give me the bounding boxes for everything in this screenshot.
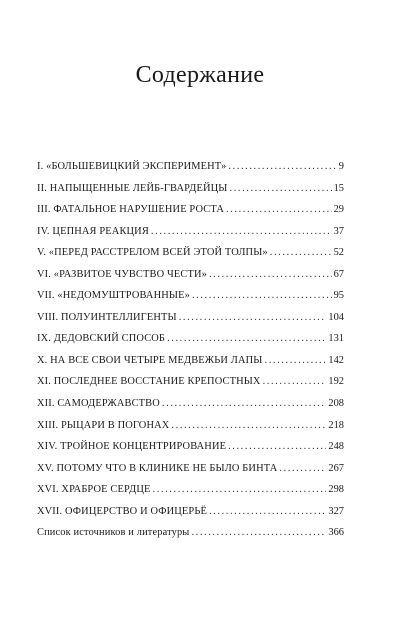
toc-entry-page: 366 — [328, 527, 344, 539]
dot-leader — [162, 398, 326, 409]
toc-entry-title: V. «ПЕРЕД РАССТРЕЛОМ ВСЕЙ ЭТОЙ ТОЛПЫ» — [37, 247, 268, 259]
toc-entry-title: Список источников и литературы — [37, 527, 190, 539]
toc-entry — [37, 506, 344, 528]
toc-entry-title: XIII. РЫЦАРИ В ПОГОНАХ — [37, 419, 170, 431]
toc-entry-title: III. ФАТАЛЬНОЕ НАРУШЕНИЕ РОСТА — [37, 204, 224, 216]
toc-entry — [37, 441, 344, 463]
toc-entry — [37, 183, 344, 205]
dot-leader — [209, 269, 332, 280]
dot-leader — [179, 312, 327, 323]
toc-entry-page: 95 — [333, 290, 344, 302]
dot-leader — [153, 484, 327, 495]
toc-entry-page: 67 — [333, 268, 344, 280]
page-title: Содержание — [135, 62, 265, 88]
toc-entry — [37, 355, 344, 377]
dot-leader — [191, 527, 326, 538]
toc-entry — [37, 312, 344, 334]
toc-entry — [37, 290, 344, 312]
toc-entry-title: II. НАПЫЩЕННЫЕ ЛЕЙБ-ГВАРДЕЙЦЫ — [37, 182, 228, 194]
dot-leader — [279, 463, 326, 474]
toc-entry-page: 104 — [328, 311, 344, 323]
toc-entry-title: XV. ПОТОМУ ЧТО В КЛИНИКЕ НЕ БЫЛО БИНТА — [37, 462, 278, 474]
toc-entry — [37, 269, 344, 291]
table-of-contents — [37, 161, 344, 549]
toc-entry-page: 298 — [328, 484, 344, 496]
toc-entry-title: XI. ПОСЛЕДНЕЕ ВОССТАНИЕ КРЕПОСТНЫХ — [37, 376, 261, 388]
toc-entry-page: 37 — [333, 225, 344, 237]
toc-entry — [37, 161, 344, 183]
toc-entry — [37, 484, 344, 506]
toc-entry-title: I. «БОЛЬШЕВИЦКИЙ ЭКСПЕРИМЕНТ» — [37, 161, 227, 172]
dot-leader — [230, 183, 332, 194]
toc-entry — [37, 420, 344, 442]
toc-entry — [37, 527, 344, 549]
toc-entry-title: VIII. ПОЛУИНТЕЛЛИГЕНТЫ — [37, 311, 177, 323]
toc-entry-page: 248 — [328, 441, 344, 453]
dot-leader — [270, 247, 332, 258]
toc-entry-page: 327 — [328, 505, 344, 517]
toc-entry-title: XVII. ОФИЦЕРСТВО И ОФИЦЕРЬЁ — [37, 505, 207, 517]
toc-entry-page: 52 — [333, 247, 344, 259]
toc-entry-title: X. НА ВСЕ СВОИ ЧЕТЫРЕ МЕДВЕЖЬИ ЛАПЫ — [37, 354, 263, 366]
toc-entry — [37, 247, 344, 269]
toc-entry-title: XIV. ТРОЙНОЕ КОНЦЕНТРИРОВАНИЕ — [37, 441, 227, 453]
toc-entry — [37, 398, 344, 420]
dot-leader — [209, 506, 326, 517]
toc-entry-title: XII. САМОДЕРЖАВСТВО — [37, 398, 160, 410]
toc-entry-title: IV. ЦЕПНАЯ РЕАКЦИЯ — [37, 225, 149, 237]
toc-entry-title: IX. ДЕДОВСКИЙ СПОСОБ — [37, 333, 166, 345]
toc-entry-page: 267 — [328, 462, 344, 474]
toc-entry-title: VI. «РАЗВИТОЕ ЧУВСТВО ЧЕСТИ» — [37, 268, 207, 280]
toc-entry — [37, 226, 344, 248]
dot-leader — [226, 204, 332, 215]
toc-entry-page: 131 — [328, 333, 344, 345]
toc-entry — [37, 204, 344, 226]
toc-entry-title: VII. «НЕДОМУШТРОВАННЫЕ» — [37, 290, 190, 302]
dot-leader — [171, 420, 326, 431]
toc-entry — [37, 333, 344, 355]
toc-entry-page: 29 — [333, 204, 344, 216]
dot-leader — [192, 290, 332, 301]
toc-entry-page: 192 — [328, 376, 344, 388]
toc-entry-page: 15 — [333, 182, 344, 194]
toc-entry-page: 208 — [328, 398, 344, 410]
dot-leader — [228, 441, 326, 452]
dot-leader — [263, 376, 327, 387]
toc-entry — [37, 463, 344, 485]
toc-entry-page: 218 — [328, 419, 344, 431]
toc-entry-page: 142 — [328, 354, 344, 366]
dot-leader — [167, 333, 326, 344]
toc-entry-title: XVI. ХРАБРОЕ СЕРДЦЕ — [37, 484, 151, 496]
dot-leader — [228, 161, 336, 172]
dot-leader — [265, 355, 327, 366]
toc-entry — [37, 376, 344, 398]
dot-leader — [151, 226, 332, 237]
toc-entry-page: 9 — [338, 161, 344, 172]
